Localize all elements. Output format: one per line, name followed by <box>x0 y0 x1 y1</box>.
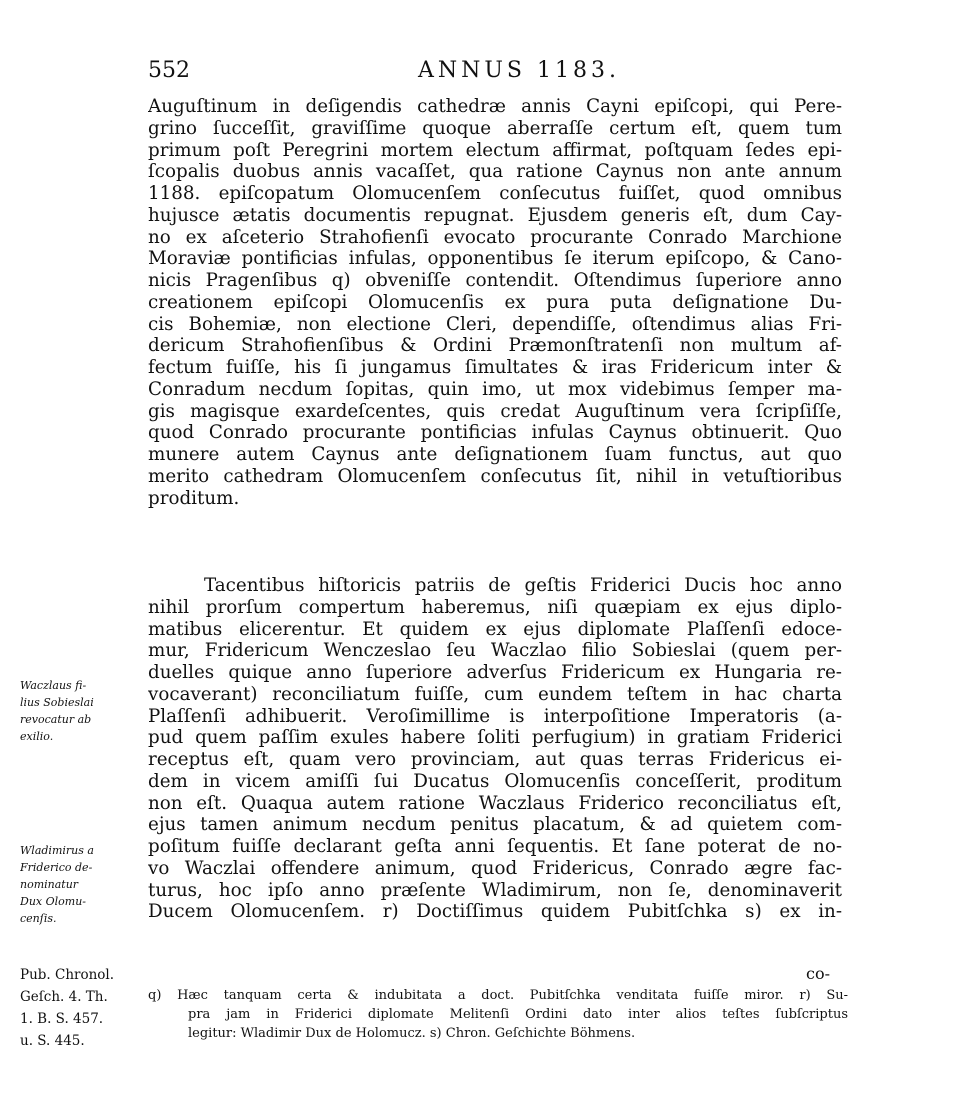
margin-line: revocatur ab <box>20 713 92 726</box>
text-line: creationem epiſcopi Olomucenſis ex pura puta deſignatione Du- <box>148 291 842 313</box>
margin-line: lius Sobieslai <box>20 696 94 709</box>
catchword: co- <box>806 964 830 983</box>
text-line: proditum. <box>148 487 240 509</box>
text-line: Tacentibus hiſtoricis patriis de geſtis Friderici Ducis hoc anno <box>204 575 842 596</box>
text-line: matibus elicerentur. Et quidem ex ejus diplomate Plaſſenſi edoce- <box>148 618 842 640</box>
text-line: cis Bohemiæ, non electione Cleri, dependiſſe, oſtendimus alias Fri- <box>148 313 842 335</box>
margin-line: Friderico de- <box>20 861 93 874</box>
margin-line: Dux Olomu- <box>20 895 86 908</box>
text-line: vo Waczlai offendere animum, quod Fridericus, Conrado ægre fac- <box>148 857 842 879</box>
footnote-line: pra jam in Friderici diplomate Melitenſi Ordini dato inter alios teſtes ſubſcriptus <box>188 1007 848 1022</box>
text-line: Conradum necdum ſopitas, quin imo, ut mox videbimus ſemper ma- <box>148 378 842 400</box>
text-line: Auguſtinum in deſigendis cathedræ annis Cayni epiſcopi, qui Pere- <box>148 96 842 117</box>
text-line: munere autem Caynus ante deſignationem ſuam functus, aut quo <box>148 444 842 465</box>
text-line: poſitum fuiſſe declarant geſta anni ſequentis. Et ſane poterat de no- <box>148 836 842 857</box>
text-line: fectum fuiſſe, his ſi jungamus ſimultates & iras Fridericum inter & <box>148 357 842 378</box>
text-line: merito cathedram Olomucenſem conſecutus ſit, nihil in vetuſtioribus <box>148 465 842 487</box>
running-title: ANNUS 1183. <box>418 58 620 83</box>
margin-note-waczlaus <box>20 677 94 745</box>
margin-note-reference <box>20 964 114 1052</box>
footnotes <box>148 986 848 1043</box>
text-line: vocaverant) reconciliatum fuiſſe, cum eundem teſtem in hac charta <box>148 683 842 705</box>
text-line: nicis Pragenſibus q) obveniſſe contendit. Oſtendimus ſuperiore anno <box>148 270 842 291</box>
text-line: nihil prorſum compertum haberemus, niſi quæpiam ex ejus diplo- <box>148 596 842 618</box>
text-line: quod Conrado procurante pontificias infulas Caynus obtinuerit. Quo <box>148 422 842 444</box>
text-line: 1188. epiſcopatum Olomucenſem conſecutus fuiſſet, quod omnibus <box>148 183 842 204</box>
text-line: no ex aſceterio Strahofienſi evocato procurante Conrado Marchione <box>148 226 842 248</box>
margin-line: 1. B. S. 457. <box>20 1011 104 1027</box>
text-line: ſcopalis duobus annis vacaſſet, qua ratione Caynus non ante annum <box>148 161 842 183</box>
text-line: mur, Fridericum Wenczeslao ſeu Waczlao filio Sobieslai (quem per- <box>148 640 842 662</box>
margin-line: nominatur <box>20 878 79 891</box>
text-line: duelles quique anno ſuperiore adverſus Fridericum ex Hungaria re- <box>148 662 842 683</box>
text-line: grino ſucceſſit, graviſſime quoque aberraſſe certum eſt, quem tum <box>148 117 842 139</box>
text-line: Moraviæ pontificias infulas, opponentibus ſe iterum epiſcopo, & Cano- <box>148 248 842 270</box>
text-line: dericum Strahofienſibus & Ordini Præmonſtratenſi non multum af- <box>148 335 842 357</box>
margin-line: Waczlaus fi- <box>20 679 87 692</box>
text-line: hujusce ætatis documentis repugnat. Ejusdem generis eſt, dum Cay- <box>148 204 842 226</box>
text-line: pud quem paſſim exules habere ſoliti perfugium) in gratiam Friderici <box>148 727 842 749</box>
margin-line: cenſis. <box>20 912 57 925</box>
text-line: primum poſt Peregrini mortem electum affirmat, poſtquam ſedes epi- <box>148 139 842 161</box>
text-line: non eſt. Quaqua autem ratione Waczlaus Friderico reconciliatus eſt, <box>148 792 842 814</box>
margin-line: exilio. <box>20 730 54 743</box>
text-line: gis magisque exardeſcentes, quis credat Auguſtinum vera ſcripſiſſe, <box>148 400 842 422</box>
margin-note-wladimirus <box>20 842 94 927</box>
margin-line: u. S. 445. <box>20 1033 85 1049</box>
page-header <box>148 58 848 88</box>
text-line: ejus tamen animum necdum penitus placatum, & ad quietem com- <box>148 814 842 836</box>
text-line: Plaſſenſi adhibuerit. Veroſimillime is interpoſitione Imperatoris (a- <box>148 705 842 727</box>
footnote-line: legitur: Wladimir Dux de Holomucz. s) Chron. Geſchichte Böhmens. <box>188 1026 636 1041</box>
margin-line: Pub. Chronol. <box>20 967 115 983</box>
text-line: dem in vicem amiſſi ſui Ducatus Olomucenſis conceſſerit, proditum <box>148 770 842 792</box>
margin-line: Geſch. 4. Th. <box>20 989 108 1005</box>
page-number: 552 <box>148 58 190 83</box>
paragraph-2 <box>148 575 842 923</box>
footnote-line: q) Hæc tanquam certa & indubitata a doct. Pubitſchka venditata fuiſſe miror. r) Su- <box>148 988 848 1003</box>
paragraph-1 <box>148 96 842 509</box>
margin-line: Wladimirus a <box>20 844 94 857</box>
text-line: receptus eſt, quam vero provinciam, aut quas terras Fridericus ei- <box>148 749 842 770</box>
text-line: Ducem Olomucenſem. r) Doctiſſimus quidem Pubitſchka s) ex in- <box>148 901 842 923</box>
text-line: turus, hoc ipſo anno præſente Wladimirum, non ſe, denominaverit <box>148 879 842 901</box>
